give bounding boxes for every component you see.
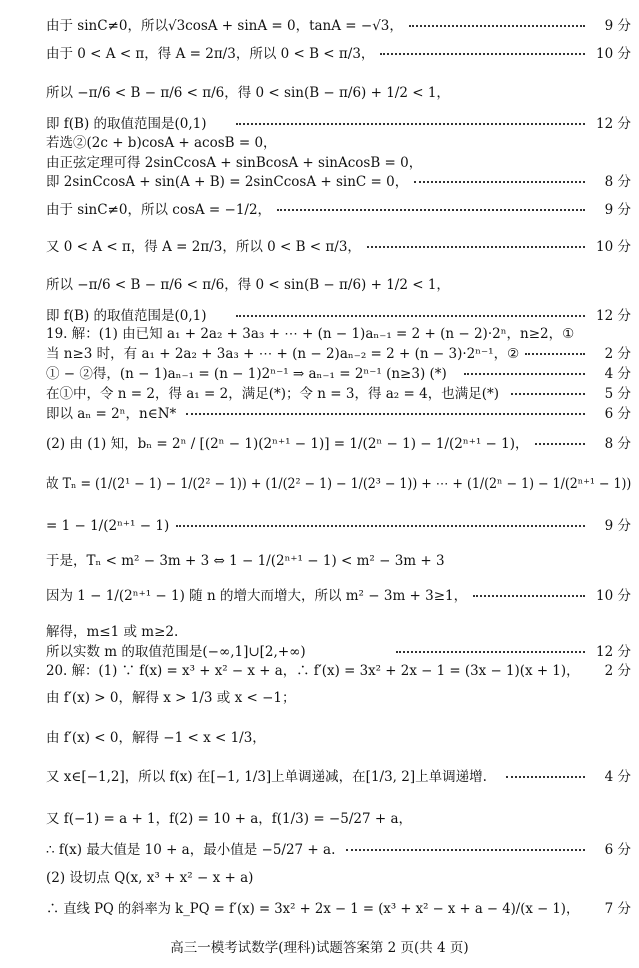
- solution-text: 即 2sinCcosA + sin(A + B) = 2sinCcosA + sinC = 0，: [46, 174, 409, 190]
- dot-leader: [409, 25, 585, 27]
- score-points: 7 分: [604, 901, 631, 917]
- solution-text: ① − ②得，(n − 1)aₙ₋₁ = (n − 1)2ⁿ⁻¹ ⇒ aₙ₋₁ = 2ⁿ⁻¹ (n≥3) (*): [46, 366, 447, 382]
- solution-line: [46, 866, 631, 890]
- solution-text: 由正弦定理可得 2sinCcosA + sinBcosA + sinAcosB = 0，: [46, 155, 423, 171]
- solution-text: 由于 0 < A < π，得 A = 2π/3，所以 0 < B < π/3，: [46, 46, 375, 62]
- solution-text: 于是，Tₙ < m² − 3m + 3 ⇔ 1 − 1/(2ⁿ⁺¹ − 1) < m² − 3m + 3: [46, 553, 445, 569]
- score-points: 2 分: [604, 663, 631, 679]
- dot-leader: [380, 53, 585, 55]
- solution-line: [46, 42, 631, 66]
- solution-text: 即以 aₙ = 2ⁿ，n∈N*: [46, 406, 177, 422]
- solution-line: [46, 432, 631, 456]
- solution-text: 由 f′(x) < 0，解得 −1 < x < 1/3，: [46, 730, 266, 746]
- score-points: 10 分: [596, 46, 631, 62]
- dot-leader: [464, 373, 585, 375]
- dot-leader: [176, 525, 585, 527]
- solution-line: [46, 897, 631, 921]
- solution-line: [46, 472, 631, 496]
- solution-line: [46, 235, 631, 259]
- solution-line: [46, 765, 631, 789]
- solution-text: 由于 sinC≠0，所以 cosA = −1/2，: [46, 202, 272, 218]
- solution-text: 19. 解：(1) 由已知 a₁ + 2a₂ + 3a₃ + ⋯ + (n − 1)aₙ₋₁ = 2 + (n − 2)·2ⁿ，n≥2，①: [46, 326, 575, 342]
- solution-text: 又 0 < A < π，得 A = 2π/3，所以 0 < B < π/3，: [46, 239, 361, 255]
- solution-text: 由 f′(x) > 0，解得 x > 1/3 或 x < −1；: [46, 690, 296, 706]
- solution-text: 若选②(2c + b)cosA + acosB = 0，: [46, 135, 277, 151]
- dot-leader: [511, 393, 585, 395]
- dot-leader: [236, 123, 585, 125]
- dot-leader: [473, 595, 585, 597]
- solution-text: ∴ f(x) 最大值是 10 + a，最小值是 −5/27 + a.: [46, 842, 336, 858]
- dot-leader: [236, 315, 585, 317]
- solution-line: [46, 170, 631, 194]
- score-points: 2 分: [604, 346, 631, 362]
- score-points: 8 分: [604, 174, 631, 190]
- solution-line: [46, 273, 631, 297]
- solution-line: [46, 686, 631, 710]
- solution-line: [46, 81, 631, 105]
- solution-text: 即 f(B) 的取值范围是(0,1): [46, 308, 207, 324]
- dot-leader: [186, 413, 585, 415]
- solution-text: 20. 解：(1) ∵ f(x) = x³ + x² − x + a，∴ f′(x) = 3x² + 2x − 1 = (3x − 1)(x + 1)，: [46, 663, 580, 679]
- dot-leader: [277, 209, 585, 211]
- score-points: 4 分: [604, 366, 631, 382]
- solution-text: 解得，m≤1 或 m≥2.: [46, 624, 179, 640]
- solution-text: 又 x∈[−1,2]，所以 f(x) 在[−1, 1/3]上单调递减，在[1/3, 2]上单调递增.: [46, 769, 487, 785]
- solution-text: 所以 −π/6 < B − π/6 < π/6，得 0 < sin(B − π/6) + 1/2 < 1，: [46, 85, 450, 101]
- score-points: 6 分: [604, 842, 631, 858]
- solution-line: [46, 402, 631, 426]
- score-points: 12 分: [596, 116, 631, 132]
- score-points: 9 分: [604, 202, 631, 218]
- solution-line: [46, 807, 631, 831]
- score-points: 10 分: [596, 588, 631, 604]
- dot-leader: [414, 181, 585, 183]
- score-points: 9 分: [604, 518, 631, 534]
- solution-line: [46, 726, 631, 750]
- solution-line: [46, 659, 631, 683]
- dot-leader: [396, 651, 585, 653]
- score-points: 5 分: [604, 386, 631, 402]
- solution-text: 由于 sinC≠0，所以√3cosA + sinA = 0，tanA = −√3，: [46, 18, 403, 34]
- solution-text: (2) 由 (1) 知，bₙ = 2ⁿ / [(2ⁿ − 1)(2ⁿ⁺¹ − 1)] = 1/(2ⁿ − 1) − 1/(2ⁿ⁺¹ − 1)，: [46, 436, 529, 452]
- solution-text: 所以 −π/6 < B − π/6 < π/6，得 0 < sin(B − π/6) + 1/2 < 1，: [46, 277, 450, 293]
- dot-leader: [506, 776, 585, 778]
- solution-text: 因为 1 − 1/(2ⁿ⁺¹ − 1) 随 n 的增大而增大，所以 m² − 3m + 3≥1，: [46, 588, 468, 604]
- score-points: 9 分: [604, 18, 631, 34]
- dot-leader: [346, 849, 585, 851]
- solution-line: [46, 514, 631, 538]
- score-points: 12 分: [596, 308, 631, 324]
- solution-text: ∴ 直线 PQ 的斜率为 k_PQ = f′(x) = 3x² + 2x − 1 = (x³ + x² − x + a − 4)/(x − 1)，: [46, 901, 580, 917]
- solution-text: = 1 − 1/(2ⁿ⁺¹ − 1): [46, 518, 170, 534]
- solution-text: 所以实数 m 的取值范围是(−∞,1]∪[2,+∞): [46, 644, 306, 660]
- solution-text: 故 Tₙ = (1/(2¹ − 1) − 1/(2² − 1)) + (1/(2² − 1) − 1/(2³ − 1)) + ⋯ + (1/(2ⁿ − 1) − 1/(2ⁿ⁺¹ − 1)): [46, 476, 631, 492]
- dot-leader: [525, 353, 585, 355]
- score-points: 10 分: [596, 239, 631, 255]
- dot-leader: [535, 443, 585, 445]
- solution-line: [46, 14, 631, 38]
- score-points: 8 分: [604, 436, 631, 452]
- score-points: 4 分: [604, 769, 631, 785]
- dot-leader: [367, 246, 585, 248]
- solution-line: [46, 584, 631, 608]
- score-points: 12 分: [596, 644, 631, 660]
- solution-text: (2) 设切点 Q(x, x³ + x² − x + a): [46, 870, 254, 886]
- solution-line: [46, 198, 631, 222]
- solution-text: 当 n≥3 时，有 a₁ + 2a₂ + 3a₃ + ⋯ + (n − 2)aₙ₋₂ = 2 + (n − 3)·2ⁿ⁻¹，②: [46, 346, 520, 362]
- solution-line: [46, 838, 631, 862]
- solution-text: 又 f(−1) = a + 1，f(2) = 10 + a，f(1/3) = −5/27 + a，: [46, 811, 413, 827]
- page-footer: 高三一模考试数学(理科)试题答案第 2 页(共 4 页): [170, 940, 469, 956]
- score-points: 6 分: [604, 406, 631, 422]
- solution-line: [46, 549, 631, 573]
- solution-text: 即 f(B) 的取值范围是(0,1): [46, 116, 207, 132]
- solution-text: 在①中，令 n = 2，得 a₁ = 2，满足(*)；令 n = 3，得 a₂ = 4，也满足(*): [46, 386, 499, 402]
